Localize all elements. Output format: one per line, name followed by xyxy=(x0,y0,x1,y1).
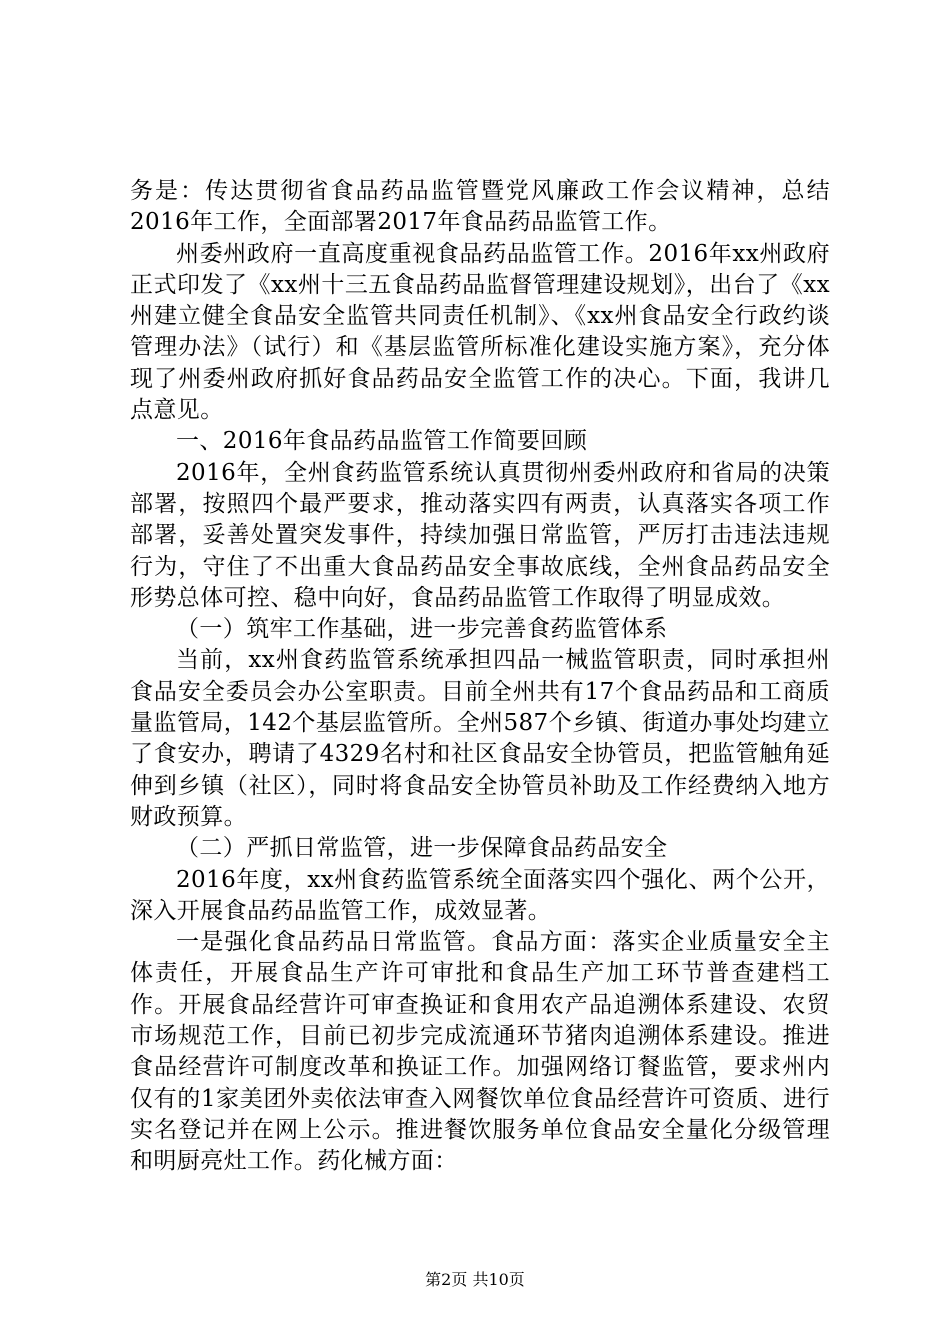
paragraph-continued: 务是：传达贯彻省食品药品监管暨党风廉政工作会议精神，总结2016年工作，全面部署2017年食品药品监管工作。 xyxy=(130,178,830,236)
paragraph-2016: 2016年度，xx州食药监管系统全面落实四个强化、两个公开，深入开展食品药品监管工作，成效显著。 xyxy=(130,866,830,924)
page-footer: 第2页 共10页 xyxy=(425,1270,525,1289)
document-body xyxy=(130,176,830,1178)
paragraph-intro: 州委州政府一直高度重视食品药品监管工作。2016年xx州政府正式印发了《xx州十三五食品药品监督管理建设规划》，出台了《xx州建立健全食品安全监管共同责任机制》、《xx州食品安全行政约谈管理办法》（试行）和《基层监管所标准化建设实施方案》，充分体现了州委州政府抓好食品药品安全监管工作的决心。下面，我讲几点意见。 xyxy=(130,240,830,424)
subsection-heading-1: （一）筑牢工作基础，进一步完善食药监管体系 xyxy=(176,616,668,643)
paragraph-review: 2016年，全州食药监管系统认真贯彻州委州政府和省局的决策部署，按照四个最严要求，推动落实四有两责，认真落实各项工作部署，妥善处置突发事件，持续加强日常监管，严厉打击违法违规行为，守住了不出重大食品药品安全事故底线，全州食品药品安全形势总体可控、稳中向好，食品药品监管工作取得了明显成效。 xyxy=(130,459,830,611)
paragraph-system: 当前，xx州食药监管系统承担四品一械监管职责，同时承担州食品安全委员会办公室职责。目前全州共有17个食品药品和工商质量监管局，142个基层监管所。全州587个乡镇、街道办事处均建立了食安办，聘请了4329名村和社区食品安全协管员，把监管触角延伸到乡镇（社区），同时将食品安全协管员补助及工作经费纳入地方财政预算。 xyxy=(130,647,830,830)
subsection-heading-2: （二）严抓日常监管，进一步保障食品药品安全 xyxy=(176,835,668,862)
paragraph-daily-supervision: 一是强化食品药品日常监管。食品方面：落实企业质量安全主体责任，开展食品生产许可审批和食品生产加工环节普查建档工作。开展食品经营许可审查换证和食用农产品追溯体系建设、农贸市场规范工作，目前已初步完成流通环节猪肉追溯体系建设。推进食品经营许可制度改革和换证工作。加强网络订餐监管，要求州内仅有的1家美团外卖依法审查入网餐饮单位食品经营许可资质、进行实名登记并在网上公示。推进餐饮服务单位食品安全量化分级管理和明厨亮灶工作。药化械方面： xyxy=(130,929,830,1175)
section-heading-1: 一、2016年食品药品监管工作简要回顾 xyxy=(176,428,588,455)
